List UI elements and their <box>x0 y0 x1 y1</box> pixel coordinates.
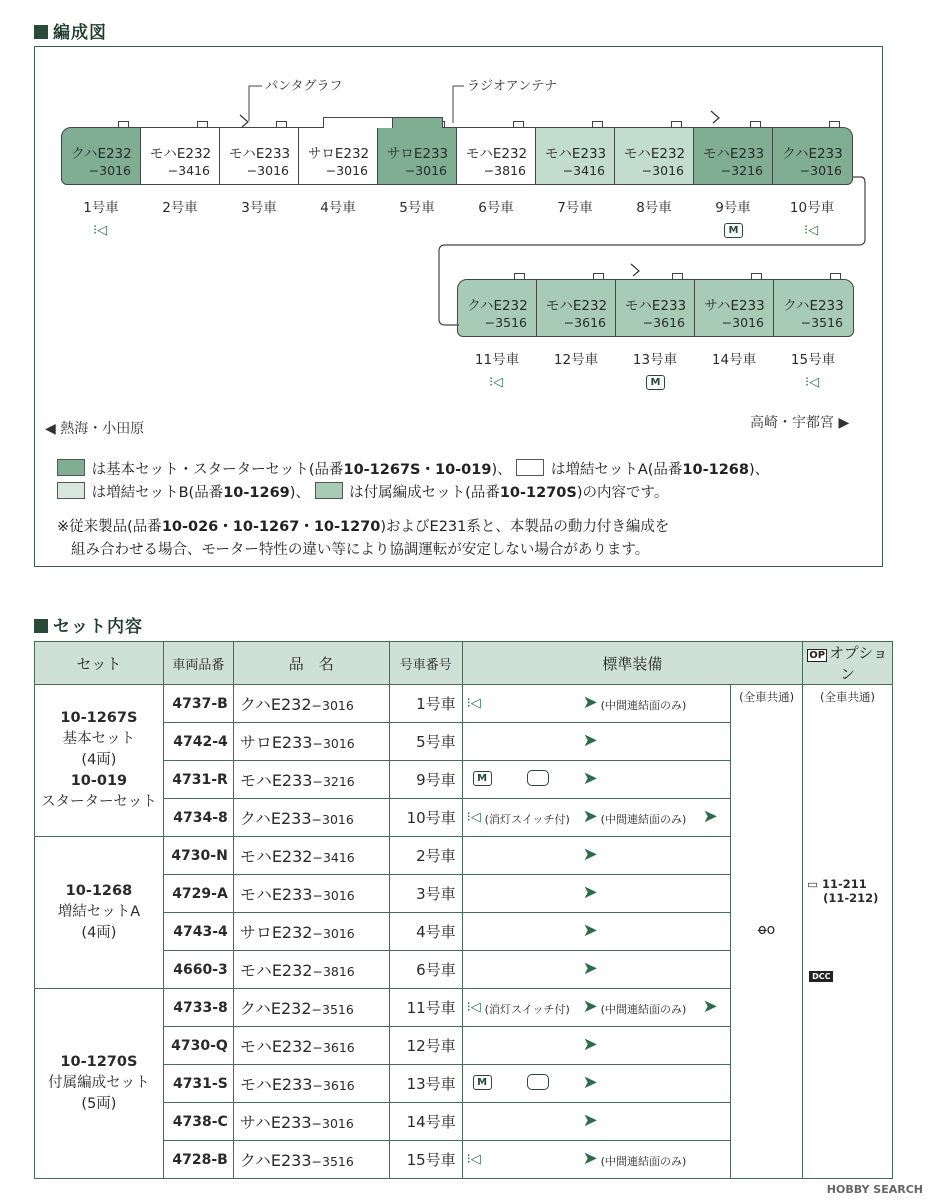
set-line: 付属編成セット <box>48 1075 150 1091</box>
section-marker <box>34 619 48 633</box>
car-type: クハE232 <box>239 999 312 1018</box>
car-number-cell: 4号車 <box>389 913 462 951</box>
product-name <box>233 1065 389 1103</box>
car-row1-3 <box>219 127 300 185</box>
set-contents-title-text: セット内容 <box>53 617 143 637</box>
legend-text: )、 <box>748 462 770 478</box>
standard-equipment-cell <box>462 685 731 723</box>
antenna-label: ラジオアンテナ <box>467 79 558 94</box>
set-line: 10-1270S <box>60 1054 138 1070</box>
flywheel-icon <box>527 770 549 786</box>
coupler-arrow-icon: ➤ <box>582 1034 598 1055</box>
car-row1-6 <box>456 127 537 185</box>
note-code: 10-026・10-1267・10-1270 <box>161 519 381 535</box>
car-number: −3516 <box>484 315 527 330</box>
car-position-label: 2号車 <box>162 200 198 216</box>
car-row2-1 <box>457 279 538 337</box>
roof-vent <box>671 121 682 128</box>
product-name <box>233 761 389 799</box>
car-row1-1 <box>61 127 142 185</box>
car-number-cell: 5号車 <box>389 723 462 761</box>
coupler-arrow-icon: ➤ <box>582 730 598 751</box>
car-row1-8 <box>614 127 695 185</box>
standard-equipment-cell <box>462 1141 731 1179</box>
product-code: 4729-A <box>163 875 233 913</box>
car-row2-4 <box>694 279 775 337</box>
car-number-cell: 9号車 <box>389 761 462 799</box>
car-number-cell: 15号車 <box>389 1141 462 1179</box>
product-code: 4742-4 <box>163 723 233 761</box>
car-row2-2 <box>536 279 617 337</box>
product-code: 4731-S <box>163 1065 233 1103</box>
car-name: クハE232 <box>467 298 528 314</box>
car-row1-4 <box>298 127 379 185</box>
product-name <box>233 989 389 1027</box>
legend-text: は増結セットA(品番 <box>550 462 683 478</box>
car-serial: −3016 <box>312 926 355 941</box>
car-name: クハE233 <box>783 298 844 314</box>
legend-code: 10-1269 <box>223 485 290 501</box>
motor-icon: M <box>724 223 743 238</box>
pantograph-label: パンタグラフ <box>265 79 343 94</box>
car-serial: −3616 <box>312 1040 355 1055</box>
coupler-arrow-icon: ➤ <box>582 1148 598 1169</box>
legend-line-1 <box>57 458 769 479</box>
car-type: クハE233 <box>239 1151 312 1170</box>
car-number: −3016 <box>325 163 368 178</box>
product-code: 4743-4 <box>163 913 233 951</box>
set-line: 10-1268 <box>65 883 133 899</box>
set-cell <box>35 837 164 989</box>
car-number: −3016 <box>721 315 764 330</box>
car-type: モハE233 <box>239 885 313 904</box>
roof-vent <box>829 121 840 128</box>
car-position-label: 10号車 <box>789 200 835 216</box>
headlight-icon: ⁝◁ <box>804 223 819 238</box>
car-number-cell: 11号車 <box>389 989 462 1027</box>
note-text: ※従来製品(品番 <box>57 519 162 535</box>
car-name: モハE232 <box>465 146 528 162</box>
standard-equipment-cell <box>462 761 731 799</box>
right-direction-text: 高崎・宇都宮 <box>750 415 834 431</box>
light-switch-note: (消灯スイッチ付) <box>484 1003 570 1016</box>
swatch-basic <box>57 459 85 476</box>
car-number: −3416 <box>562 163 605 178</box>
standard-equipment-cell <box>462 951 731 989</box>
product-code: 4733-8 <box>163 989 233 1027</box>
motor-icon: M <box>473 1075 492 1090</box>
car-position-label: 9号車 <box>715 200 751 216</box>
coupler-icon: ➤ <box>702 996 718 1017</box>
motor-icon: M <box>473 771 492 786</box>
car-serial: −3616 <box>312 1078 355 1093</box>
legend-text: )の内容です。 <box>576 485 669 501</box>
formation-diagram <box>34 46 883 567</box>
note-text: )およびE231系と、本製品の動力付き編成を <box>380 519 670 535</box>
option-code-alt: (11-212) <box>823 891 879 905</box>
car-name: サロE233 <box>386 146 449 162</box>
right-direction: 高崎・宇都宮 ▶ <box>750 415 850 431</box>
coupler-arrow-icon: ➤ <box>582 958 598 979</box>
set-cell <box>35 685 164 837</box>
product-code: 4730-Q <box>163 1027 233 1065</box>
car-position-label: 11号車 <box>474 352 520 368</box>
car-type: サロE233 <box>239 733 313 752</box>
table-row <box>35 685 893 723</box>
product-name <box>233 913 389 951</box>
legend-code: 10-1268 <box>682 462 749 478</box>
car-name: モハE233 <box>624 298 687 314</box>
car-name: モハE233 <box>228 146 291 162</box>
product-code: 4738-C <box>163 1103 233 1141</box>
legend-text: は付属編成セット(品番 <box>349 485 500 501</box>
coupler-arrow-icon: ➤ <box>582 920 598 941</box>
roof-vent <box>118 121 129 128</box>
product-code: 4728-B <box>163 1141 233 1179</box>
car-serial: −3816 <box>312 964 355 979</box>
standard-equipment-cell <box>462 875 731 913</box>
car-number-cell: 14号車 <box>389 1103 462 1141</box>
car-name: モハE233 <box>544 146 607 162</box>
car-type: モハE232 <box>239 847 313 866</box>
car-number-cell: 13号車 <box>389 1065 462 1103</box>
headlight-icon: ⁝◁ <box>466 1152 481 1167</box>
option-cell <box>803 685 893 1179</box>
coupler-arrow-icon: ➤ <box>582 996 598 1017</box>
set-contents-table <box>34 641 893 1179</box>
legend-text: )、 <box>289 485 310 501</box>
set-line: 基本セット <box>62 731 136 747</box>
watermark: HOBBY SEARCH <box>826 1183 923 1196</box>
standard-equipment-cell <box>462 989 731 1027</box>
car-position-label: 8号車 <box>636 200 672 216</box>
car-name: モハE233 <box>702 146 765 162</box>
swatch-add-a <box>516 459 544 476</box>
coupler-arrow-icon: ➤ <box>582 768 598 789</box>
car-position-label: 12号車 <box>553 352 599 368</box>
roof-vent <box>513 121 524 128</box>
car-position-label: 14号車 <box>711 352 757 368</box>
car-serial: −3016 <box>311 812 354 827</box>
roof-vent <box>514 273 525 280</box>
coupler-arrow-icon: ➤ <box>582 844 598 865</box>
roof-vent <box>750 121 761 128</box>
swatch-add-b <box>57 482 85 499</box>
car-position-label: 7号車 <box>557 200 593 216</box>
product-name <box>233 685 389 723</box>
header-option <box>803 642 893 685</box>
legend-code: 10-1270S <box>499 485 577 501</box>
product-code: 4734-8 <box>163 799 233 837</box>
car-number: −3016 <box>246 163 289 178</box>
formation-title-text: 編成図 <box>53 23 107 43</box>
car-serial: −3516 <box>311 1154 354 1169</box>
common-equipment-cell <box>731 685 803 1179</box>
product-name <box>233 837 389 875</box>
car-position-label: 4号車 <box>320 200 356 216</box>
car-serial: −3016 <box>311 698 354 713</box>
headlight-icon: ⁝◁ <box>466 810 481 825</box>
car-name: クハE233 <box>782 146 843 162</box>
op-badge: OP <box>809 650 826 661</box>
car-type: クハE232 <box>239 695 312 714</box>
dcc-icon: DCC <box>809 971 833 982</box>
car-number-cell: 6号車 <box>389 951 462 989</box>
coupler-arrow-icon: ➤ <box>582 882 598 903</box>
set-line: (5両) <box>81 1096 117 1112</box>
pantograph-icon <box>238 113 260 129</box>
header-product-code: 車両品番 <box>163 642 233 685</box>
section-marker <box>34 25 48 39</box>
car-number: −3016 <box>641 163 684 178</box>
set-line: 増結セットA <box>57 904 141 920</box>
standard-equipment-cell <box>462 837 731 875</box>
car-row1-10 <box>772 127 853 185</box>
car-number: −3016 <box>799 163 842 178</box>
car-type: モハE233 <box>239 1075 313 1094</box>
roof-vent <box>593 273 604 280</box>
header-standard-equipment: 標準装備 <box>462 642 802 685</box>
product-code: 4737-B <box>163 685 233 723</box>
roof-vent <box>751 273 762 280</box>
product-code: 4660-3 <box>163 951 233 989</box>
middle-coupler-note: (中間連結面のみ) <box>600 699 687 712</box>
light-switch-note: (消灯スイッチ付) <box>484 813 570 826</box>
car-position-label: 15号車 <box>790 352 836 368</box>
pantograph-icon <box>629 262 651 278</box>
product-name <box>233 1027 389 1065</box>
pantograph-icon <box>709 109 731 125</box>
room-light-option <box>807 877 878 905</box>
car-position-label: 13号車 <box>632 352 678 368</box>
note-text: 組み合わせる場合、モーター特性の違い等により協調運転が安定しない場合があります。 <box>71 542 650 558</box>
car-number-cell: 2号車 <box>389 837 462 875</box>
roof-vent <box>592 121 603 128</box>
legend-text: は増結セットB(品番 <box>91 485 224 501</box>
car-number-cell: 12号車 <box>389 1027 462 1065</box>
car-number: −3816 <box>483 163 526 178</box>
car-row2-3 <box>615 279 696 337</box>
roof-vent <box>197 121 208 128</box>
coupler-arrow-icon: ➤ <box>582 1072 598 1093</box>
car-number: −3416 <box>167 163 210 178</box>
car-number: −3516 <box>800 315 843 330</box>
table-header-row <box>35 642 893 685</box>
car-type: クハE233 <box>239 809 312 828</box>
headlight-icon: ⁝◁ <box>466 696 481 711</box>
product-name <box>233 875 389 913</box>
car-number-cell: 1号車 <box>389 685 462 723</box>
car-type: モハE232 <box>239 1037 313 1056</box>
product-name <box>233 1103 389 1141</box>
legend-text: )、 <box>491 462 512 478</box>
common-label: (全車共通) <box>820 690 876 704</box>
left-direction-text: 熱海・小田原 <box>60 421 145 437</box>
swatch-attached <box>315 482 343 499</box>
car-row1-2 <box>140 127 221 185</box>
coupler-arrow-icon: ➤ <box>582 692 598 713</box>
roof-vent <box>830 273 841 280</box>
car-row1-9 <box>693 127 774 185</box>
option-header-text: オプション <box>829 644 888 683</box>
header-set: セット <box>35 642 164 685</box>
car-name: モハE232 <box>623 146 686 162</box>
wheel-icon: o̶o <box>758 922 776 938</box>
car-name: サハE233 <box>704 298 765 314</box>
set-line: スターターセット <box>41 794 157 810</box>
set-cell <box>35 989 164 1179</box>
headlight-icon: ⁝◁ <box>93 223 108 238</box>
set-line: 10-1267S <box>60 710 138 726</box>
set-line: (4両) <box>81 925 117 941</box>
car-position-label: 5号車 <box>399 200 435 216</box>
product-name <box>233 951 389 989</box>
car-number: −3016 <box>404 163 447 178</box>
car-serial: −3516 <box>311 1002 354 1017</box>
car-number-cell: 3号車 <box>389 875 462 913</box>
car-row1-5 <box>377 127 458 185</box>
middle-coupler-note: (中間連結面のみ) <box>600 813 687 826</box>
legend-code: 10-1267S・10-019 <box>343 462 492 478</box>
car-serial: −3016 <box>311 1116 354 1131</box>
coupler-arrow-icon: ➤ <box>582 1110 598 1131</box>
roof-vent <box>672 273 683 280</box>
motor-icon: M <box>646 375 665 390</box>
car-name: サロE232 <box>307 146 370 162</box>
coupler-arrow-icon: ➤ <box>582 806 598 827</box>
coupler-icon: ➤ <box>702 806 718 827</box>
car-number: −3016 <box>88 163 131 178</box>
car-serial: −3016 <box>312 888 355 903</box>
standard-equipment-cell <box>462 1065 731 1103</box>
standard-equipment-cell <box>462 1027 731 1065</box>
car-name: モハE232 <box>545 298 608 314</box>
flywheel-icon <box>527 1074 549 1090</box>
car-position-label: 6号車 <box>478 200 514 216</box>
car-position-label: 1号車 <box>83 200 119 216</box>
header-car-number: 号車番号 <box>389 642 462 685</box>
standard-equipment-cell <box>462 1103 731 1141</box>
car-name: クハE232 <box>71 146 132 162</box>
car-type: サハE233 <box>239 1113 312 1132</box>
set-line: (4両) <box>81 752 117 768</box>
standard-equipment-cell <box>462 723 731 761</box>
car-type: モハE232 <box>239 961 313 980</box>
standard-equipment-cell <box>462 799 731 837</box>
product-name <box>233 1141 389 1179</box>
headlight-icon: ⁝◁ <box>805 375 820 390</box>
product-code: 4731-R <box>163 761 233 799</box>
common-label: (全車共通) <box>739 690 795 704</box>
note-line-1 <box>57 515 669 536</box>
header-name: 品 名 <box>233 642 389 685</box>
set-contents-title <box>34 612 143 637</box>
roof-vent <box>276 121 287 128</box>
car-number-cell: 10号車 <box>389 799 462 837</box>
car-serial: −3216 <box>312 774 355 789</box>
left-direction: ◀ 熱海・小田原 <box>45 421 145 437</box>
car-serial: −3016 <box>312 736 355 751</box>
option-code: 11-211 <box>821 877 867 891</box>
product-name <box>233 723 389 761</box>
car-number: −3616 <box>563 315 606 330</box>
car-name: モハE232 <box>149 146 212 162</box>
table-body <box>35 685 893 1179</box>
car-number: −3216 <box>720 163 763 178</box>
room-light-icon: ▭ <box>807 877 818 891</box>
headlight-icon: ⁝◁ <box>466 1000 481 1015</box>
standard-equipment-cell <box>462 913 731 951</box>
car-serial: −3416 <box>312 850 355 865</box>
car-type: モハE233 <box>239 771 313 790</box>
car-row2-5 <box>773 279 854 337</box>
note-line-2 <box>71 538 649 559</box>
double-deck-roof <box>392 117 443 128</box>
middle-coupler-note: (中間連結面のみ) <box>600 1155 687 1168</box>
car-row1-7 <box>535 127 616 185</box>
legend-line-2 <box>57 481 668 502</box>
product-code: 4730-N <box>163 837 233 875</box>
car-position-label: 3号車 <box>241 200 277 216</box>
product-name <box>233 799 389 837</box>
headlight-icon: ⁝◁ <box>489 375 504 390</box>
formation-title <box>34 18 107 43</box>
middle-coupler-note: (中間連結面のみ) <box>600 1003 687 1016</box>
legend-text: は基本セット・スターターセット(品番 <box>91 462 344 478</box>
car-number: −3616 <box>642 315 685 330</box>
set-line: 10-019 <box>70 773 128 789</box>
car-type: サロE232 <box>239 923 313 942</box>
